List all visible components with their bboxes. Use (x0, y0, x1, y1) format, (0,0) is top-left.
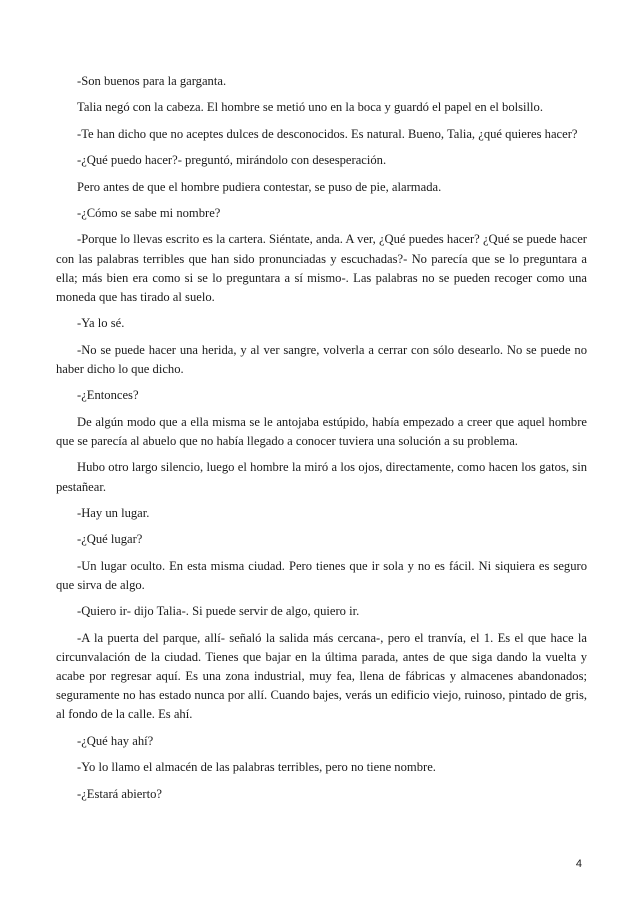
paragraph: -Son buenos para la garganta. (77, 74, 227, 88)
paragraph: -Quiero ir- dijo Talia-. Si puede servir de algo, quiero ir. (77, 604, 360, 619)
paragraph: -Porque lo llevas escrito es la cartera. Siéntate, anda. A ver, ¿Qué puedes hacer? ¿Qué se puede hacer con las palabras terribles que han sido pronunciadas y escuchadas?- No parecía que se lo preguntara a ella; más bien era como si se lo preguntara a sí mismo-. Las palabras no se pueden recoger como una moneda que has tirado al suelo. (56, 232, 587, 304)
paragraph: -A la puerta del parque, allí- señaló la salida más cercana-, pero el tranvía, el 1. Es el que hace la circunvalación de la ciudad. Tienes que bajar en la última parada, antes de que siga dando la vuelta y acabe por regresar aquí. Es una zona industrial, muy fea, llena de fábricas y almacenes abandonados; seguramente no has estado nunca por allí. Cuando bajes, verás un edificio viejo, ruinoso, pintado de gris, al fondo de la calle. Es ahí. (56, 630, 587, 722)
paragraph: -¿Qué lugar? (77, 532, 143, 547)
paragraph: -¿Qué hay ahí? (77, 733, 154, 748)
paragraph: Pero antes de que el hombre pudiera contestar, se puso de pie, alarmada. (77, 179, 442, 194)
paragraph: -Ya lo sé. (77, 316, 125, 331)
paragraph: Hubo otro largo silencio, luego el hombre la miró a los ojos, directamente, como hacen los gatos, sin pestañear. (56, 460, 587, 494)
paragraph: -¿Estará abierto? (77, 786, 162, 801)
paragraph: -No se puede hacer una herida, y al ver sangre, volverla a cerrar con sólo desearlo. No se puede no haber dicho lo que dicho. (56, 342, 587, 376)
paragraph: -¿Qué puedo hacer?- preguntó, mirándolo con desesperación. (77, 153, 387, 168)
paragraph: -Te han dicho que no aceptes dulces de desconocidos. Es natural. Bueno, Talia, ¿qué quieres hacer? (77, 126, 578, 141)
page-body (56, 72, 587, 811)
paragraph: -¿Cómo se sabe mi nombre? (77, 205, 221, 220)
page-number: 4 (575, 858, 582, 870)
paragraph: -Yo lo llamo el almacén de las palabras terribles, pero no tiene nombre. (77, 760, 436, 775)
paragraph: -Un lugar oculto. En esta misma ciudad. Pero tienes que ir sola y no es fácil. Ni siquiera es seguro que sirva de algo. (56, 558, 587, 592)
paragraph: -¿Entonces? (77, 388, 139, 403)
paragraph: -Hay un lugar. (77, 505, 150, 520)
paragraph: De algún modo que a ella misma se le antojaba estúpido, había empezado a creer que aquel hombre que se parecía al abuelo que no había llegado a conocer tuviera una solución a su problema. (56, 414, 587, 448)
paragraph: Talia negó con la cabeza. El hombre se metió uno en la boca y guardó el papel en el bolsillo. (77, 100, 543, 115)
